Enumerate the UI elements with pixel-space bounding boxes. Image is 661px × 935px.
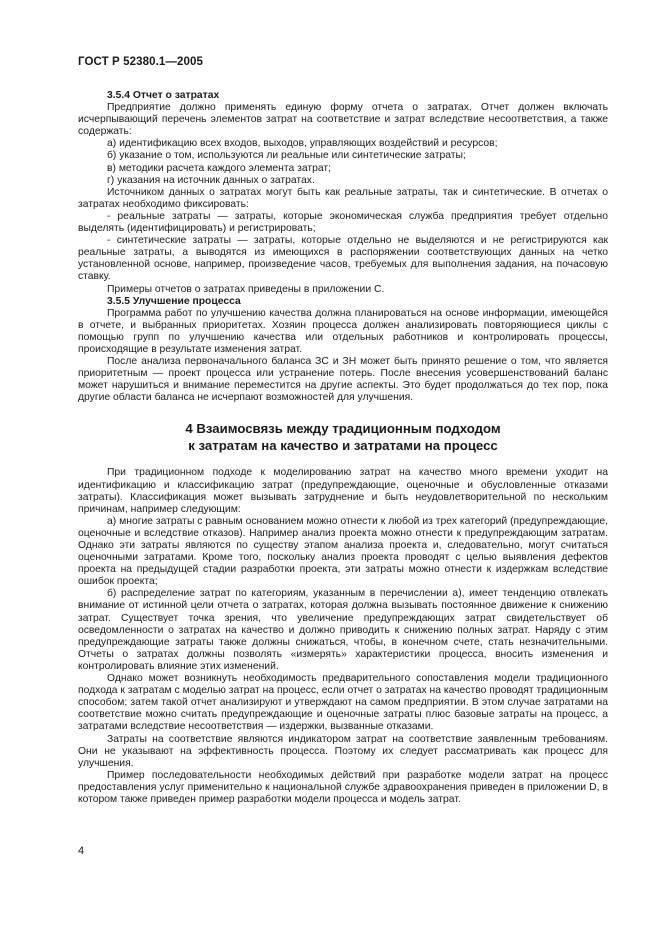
subsection-title-3-5-4: 3.5.4 Отчет о затратах — [107, 90, 220, 101]
subsection-title-3-5-5: 3.5.5 Улучшение процесса — [107, 295, 241, 307]
paragraph: При традиционном подходе к моделированию затрат на качество много времени уходит на идентификацию и классификацию затрат (предупреждающие, оценочные и обусловленные отказами затраты). Классификация может вызывать затруднение и быть неудовлетворительной по нескольким причинам, например следующим: — [78, 467, 608, 515]
paragraph: После анализа первоначального баланса ЗС и ЗН может быть принято решение о том, что является приоритетным — проект процесса или устранение потерь. После внесения усовершенствований баланс может нарушиться и внимание переместится на другие аспекты. Это будет продолжаться до тех пор, пока другие области баланса не исчерпают возможностей для улучшения. — [78, 356, 608, 404]
paragraph: Однако может возникнуть необходимость предварительного сопоставления модели традиционного подхода к затратам с моделью затрат на процесс, если отчет о затратах на качество проводят традиционным способом; затем такой отчет анализируют и утверждают на самом предприятии. В этом случае затратами на соответствие можно считать предупреждающие и оценочные затраты плюс базовые затраты на процесс, а затратами вследствие несоответствия — издержки, вызванные отказами. — [78, 673, 608, 733]
paragraph: Программа работ по улучшению качества должна планироваться на основе информации, имеющейся в отчете, и выбранных приоритетах. Хозяин процесса должен анализировать повторяющиеся циклы с помощью групп по улучшению качества или отдельных работников и контролировать процессы, происходящие в результате изменения затрат. — [78, 307, 608, 355]
list-item: в) методики расчета каждого элемента затрат; — [107, 162, 332, 174]
paragraph: Примеры отчетов о затратах приведены в приложении С. — [107, 283, 385, 295]
section-heading-line: 4 Взаимосвязь между традиционным подходом — [185, 421, 501, 437]
list-item: б) указание о том, используются ли реальные или синтетические затраты; — [107, 150, 466, 162]
document-body — [78, 90, 608, 806]
paragraph: б) распределение затрат по категориям, указанным в перечислении а), имеет тенденцию отвлекать внимание от истинной цели отчета о затратах, которая должна вызывать постоянное движение к снижению затрат. Существует точка зрения, что увеличение предупреждающих затрат свидетельствует об осведомленности о затратах на качество и должно приводить к снижению полных затрат. Наряду с этим предупреждающие затраты также должны снижаться, чтобы, в конечном счете, стать незначительными. Отчеты о затратах должны позволять «измерять» характеристики процесса, вносить изменения и контролировать влияние этих изменений. — [78, 588, 608, 672]
paragraph: Пример последовательности необходимых действий при разработке модели затрат на процесс предоставления услуг применительно к национальной службе здравоохранения приведен в приложении D, в котором также приведен пример разработки модели процесса и модель затрат. — [78, 769, 608, 805]
document-header: ГОСТ Р 52380.1—2005 — [78, 56, 203, 68]
paragraph: - реальные затраты — затраты, которые экономическая служба предприятия требует отдельно выделять (идентифицировать) и регистрировать; — [78, 210, 608, 235]
paragraph: Затраты на соответствие являются индикатором затрат на соответствие заявленным требованиям. Они не указывают на эффективность процесса. Поэтому их следует рассматривать как процесс для улучшения. — [78, 733, 608, 769]
paragraph: Источником данных о затратах могут быть как реальные затраты, так и синтетические. В отчетах о затратах необходимо фиксировать: — [78, 186, 608, 210]
list-item: а) идентификацию всех входов, выходов, управляющих воздействий и ресурсов; — [107, 138, 498, 150]
section-heading-line: к затратам на качество и затратами на процесс — [188, 437, 498, 453]
list-item: г) указания на источник данных о затратах. — [107, 174, 315, 186]
page-number: 4 — [78, 845, 85, 857]
paragraph: - синтетические затраты — затраты, которые отдельно не выделяются и не регистрируются как реальные затраты, а выводятся из имеющихся в распоряжении соответствующих данных на четко установленной основе, например, произведение часов, требуемых для выполнения задания, на почасовую ставку. — [78, 235, 608, 283]
paragraph: Предприятие должно применять единую форму отчета о затратах. Отчет должен включать исчерпывающий перечень элементов затрат на соответствие и затрат вследствие несоответствия, а также содержать: — [78, 102, 608, 138]
section-heading-4 — [78, 421, 608, 454]
paragraph: а) многие затраты с равным основанием можно отнести к любой из трех категорий (предупреждающие, оценочные и вследствие отказов). Например анализ проекта можно отнести к предупреждающим затратам. Однако эти затраты являются по существу этапом анализа проекта и, следовательно, могут считаться оценочными затратами. Кроме того, поскольку анализ проекта проводят с целью выявления дефектов проекта на предыдущей стадии разработки проекта, эти затраты можно отнести к издержкам вследствие ошибок проекта; — [78, 515, 608, 588]
